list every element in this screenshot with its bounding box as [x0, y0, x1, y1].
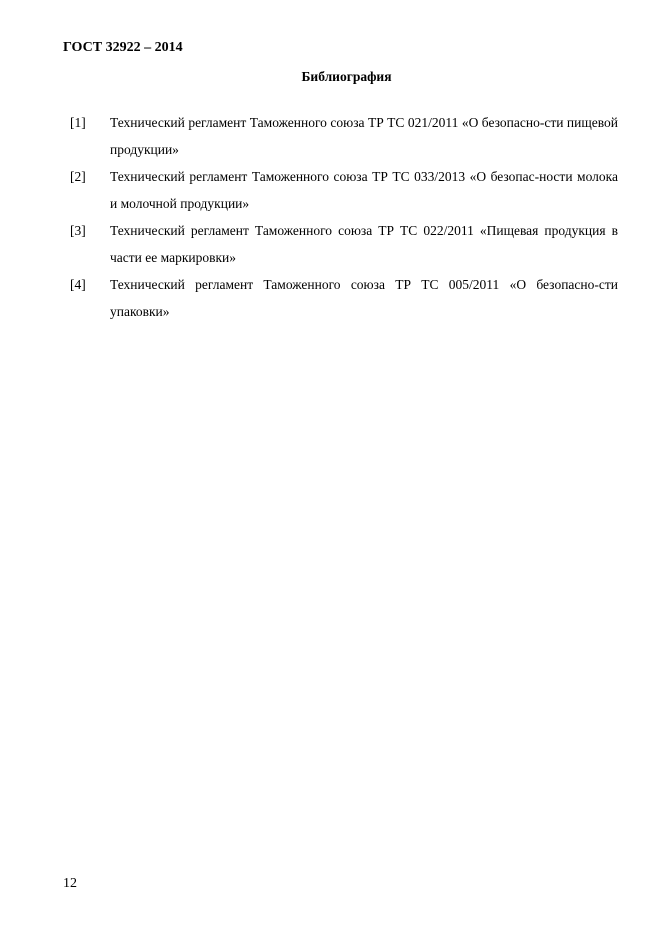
page-number: 12: [63, 876, 77, 891]
reference-text: Технический регламент Таможенного союза ТР ТС 022/2011 «Пищевая продукция в части ее маркировки»: [110, 223, 618, 265]
reference-text: Технический регламент Таможенного союза ТР ТС 021/2011 «О безопасно-сти пищевой продукции»: [110, 115, 618, 157]
reference-item: [70, 109, 618, 163]
reference-number: [3]: [70, 223, 86, 238]
reference-text: Технический регламент Таможенного союза ТР ТС 005/2011 «О безопасно-сти упаковки»: [110, 277, 618, 319]
reference-number: [1]: [70, 115, 86, 130]
reference-number: [2]: [70, 169, 86, 184]
reference-number: [4]: [70, 277, 86, 292]
standard-header: ГОСТ 32922 – 2014: [63, 40, 183, 55]
reference-text: Технический регламент Таможенного союза ТР ТС 033/2013 «О безопас-ности молока и молочной продукции»: [110, 169, 618, 211]
reference-item: [70, 271, 618, 325]
reference-item: [70, 217, 618, 271]
reference-item: [70, 163, 618, 217]
reference-list: [70, 109, 618, 325]
bibliography-title: Библиография: [301, 69, 392, 84]
